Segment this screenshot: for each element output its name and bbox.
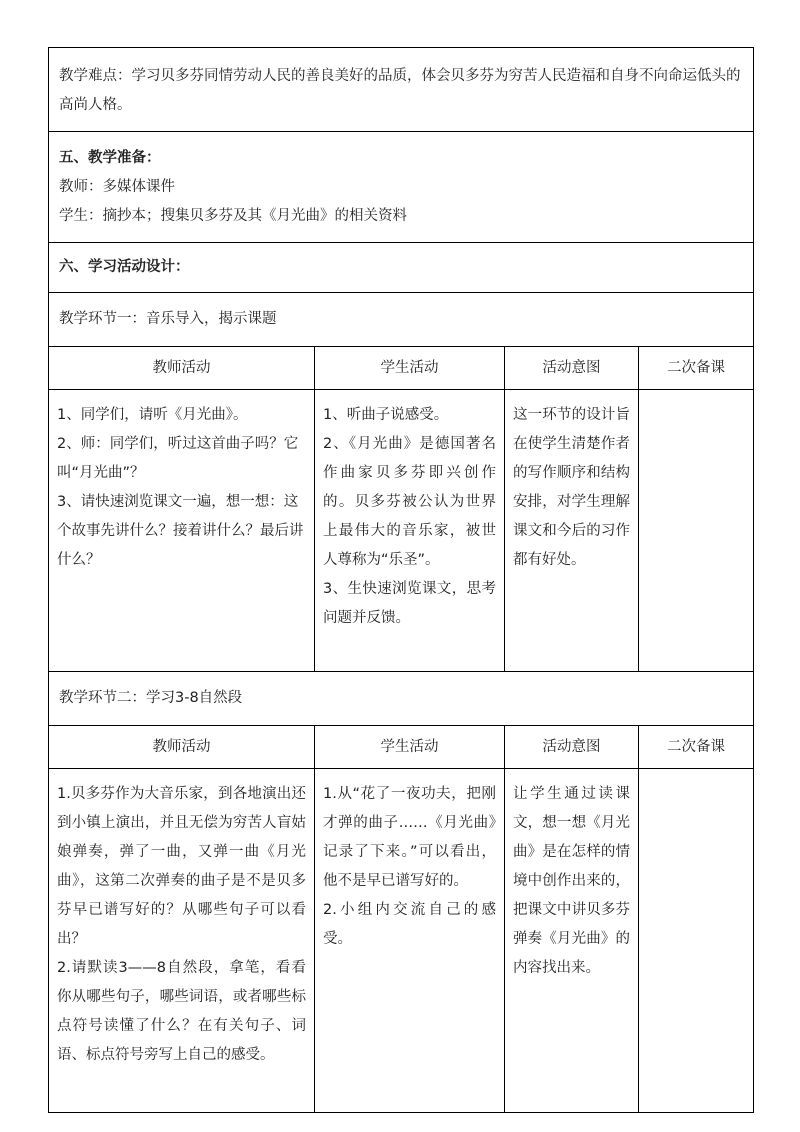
difficulty-text: 教学难点：学习贝多芬同情劳动人民的善良美好的品质，体会贝多芬为穷苦人民造福和自身不向命运低头的高尚人格。 bbox=[59, 68, 741, 113]
section-1-teacher-item: 1、同学们，请听《月光曲》。 bbox=[57, 407, 248, 423]
column-header-teacher: 教师活动 bbox=[49, 347, 315, 390]
section-1-teacher-cell bbox=[49, 390, 315, 672]
section-2-second-cell bbox=[639, 769, 754, 1113]
section-2-title: 教学环节二：学习3-8自然段 bbox=[59, 690, 243, 706]
section-1-second-cell bbox=[639, 390, 754, 672]
section-2-teacher-item: 2.请默读3——8自然段，拿笔，看看你从哪些句子，哪些词语，或者哪些标点符号读懂了什么？在有关句子、词语、标点符号旁写上自己的感受。 bbox=[57, 960, 306, 1063]
section-1-student-item: 2、《月光曲》是德国著名作曲家贝多芬即兴创作的。贝多芬被公认为世界上最伟大的音乐家，被世人尊称为“乐圣”。 bbox=[323, 436, 496, 568]
section-2-header-row bbox=[49, 726, 754, 769]
lesson-plan-table bbox=[48, 47, 754, 1113]
lesson-plan-page bbox=[48, 47, 753, 1113]
column-header-teacher: 教师活动 bbox=[49, 726, 315, 769]
difficulty-row bbox=[49, 48, 754, 132]
preparation-student-line: 学生：摘抄本；搜集贝多芬及其《月光曲》的相关资料 bbox=[59, 208, 407, 224]
section-1-content-row bbox=[49, 390, 754, 672]
column-header-student: 学生活动 bbox=[315, 347, 505, 390]
section-1-title-row bbox=[49, 293, 754, 347]
section-2-content-row bbox=[49, 769, 754, 1113]
section-2-student-item: 2.小组内交流自己的感受。 bbox=[323, 902, 496, 947]
activity-design-heading: 六、学习活动设计： bbox=[59, 259, 190, 275]
column-header-student: 学生活动 bbox=[315, 726, 505, 769]
section-1-teacher-item: 3、请快速浏览课文一遍，想一想：这个故事先讲什么？接着讲什么？最后讲什么？ bbox=[57, 494, 304, 568]
section-2-title-row bbox=[49, 672, 754, 726]
section-1-intent-text: 这一环节的设计旨在使学生清楚作者的写作顺序和结构安排，对学生理解课文和今后的习作都有好处。 bbox=[513, 407, 630, 568]
section-1-student-cell bbox=[315, 390, 505, 672]
column-header-intent: 活动意图 bbox=[505, 347, 639, 390]
section-1-student-item: 1、听曲子说感受。 bbox=[323, 407, 449, 423]
section-1-student-item: 3、生快速浏览课文，思考问题并反馈。 bbox=[323, 581, 496, 626]
activity-design-row bbox=[49, 243, 754, 293]
column-header-intent: 活动意图 bbox=[505, 726, 639, 769]
section-1-header-row bbox=[49, 347, 754, 390]
section-2-teacher-cell bbox=[49, 769, 315, 1113]
section-2-teacher-item: 1.贝多芬作为大音乐家，到各地演出还到小镇上演出，并且无偿为穷苦人盲姑娘弹奏，弹了一曲，又弹一曲《月光曲》，这第二次弹奏的曲子是不是贝多芬早已谱写好的？从哪些句子可以看出？ bbox=[57, 786, 306, 947]
section-1-teacher-item: 2、师：同学们，听过这首曲子吗？它叫“月光曲”？ bbox=[57, 436, 299, 481]
column-header-second: 二次备课 bbox=[639, 347, 754, 390]
section-1-title: 教学环节一：音乐导入，揭示课题 bbox=[59, 311, 277, 327]
section-1-intent-cell bbox=[505, 390, 639, 672]
section-2-student-item: 1.从“花了一夜功夫，把刚才弹的曲子……《月光曲》记录了下来。”可以看出，他不是早已谱写好的。 bbox=[323, 786, 496, 889]
preparation-row bbox=[49, 132, 754, 243]
column-header-second: 二次备课 bbox=[639, 726, 754, 769]
section-2-intent-cell bbox=[505, 769, 639, 1113]
section-2-student-cell bbox=[315, 769, 505, 1113]
section-2-intent-text: 让学生通过读课文，想一想《月光曲》是在怎样的情境中创作出来的，把课文中讲贝多芬弹奏《月光曲》的内容找出来。 bbox=[513, 786, 630, 976]
preparation-teacher-line: 教师：多媒体课件 bbox=[59, 179, 175, 195]
preparation-heading: 五、教学准备： bbox=[59, 150, 161, 166]
